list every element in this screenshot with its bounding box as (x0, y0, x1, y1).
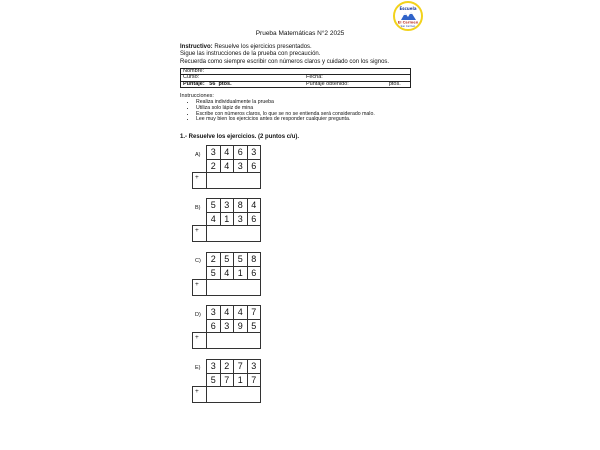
logo-name: El Carmen (397, 20, 419, 25)
digit-cell: 3 (247, 146, 261, 160)
puntaje-label: Puntaje: (183, 80, 205, 87)
logo-motto: San Carmen (400, 25, 416, 28)
digit-cell: 7 (247, 306, 261, 320)
instruccion-item: • Utiliza solo lápiz de mina (196, 106, 436, 112)
exercise-b-label: B) (195, 205, 201, 211)
exercise-e-label: E) (195, 365, 201, 371)
digit-cell: 1 (234, 373, 248, 387)
exercise-b-table (192, 198, 261, 242)
fecha-field: Fecha: (306, 74, 323, 81)
instructivo-label: Instructivo: (180, 44, 213, 50)
exercise-a-label: A) (195, 152, 201, 158)
page-title: Prueba Matemáticas N°2 2025 (255, 30, 345, 37)
curso-field: Curso: (183, 74, 200, 81)
digit-cell: 4 (234, 306, 248, 320)
exercise-d-label: D) (195, 312, 201, 318)
digit-cell: 7 (247, 373, 261, 387)
digit-cell: 3 (234, 212, 248, 226)
instruccion-item: • Lee muy bien los ejercicios antes de responder cualquier pregunta. (196, 117, 436, 123)
digit-cell: 3 (247, 360, 261, 374)
digit-cell: 4 (207, 212, 221, 226)
digit-cell: 6 (234, 146, 248, 160)
nombre-field[interactable]: Nombre: (181, 69, 411, 75)
plus-sign: + (193, 226, 207, 242)
answer-cell[interactable] (207, 173, 261, 189)
plus-sign: + (193, 333, 207, 349)
puntaje-obtenido: Puntaje obtenido: ptos. (306, 80, 401, 87)
digit-cell: 6 (247, 266, 261, 280)
digit-cell: 5 (207, 199, 221, 213)
digit-cell: 2 (207, 253, 221, 267)
digit-cell: 5 (247, 319, 261, 333)
digit-cell: 1 (220, 212, 234, 226)
digit-cell: 9 (234, 319, 248, 333)
exercise-c-table (192, 252, 261, 296)
instruccion-item: • Realiza individualmente la prueba (196, 100, 436, 106)
answer-cell[interactable] (207, 387, 261, 403)
digit-cell: 8 (247, 253, 261, 267)
exercise-e-table (192, 359, 261, 403)
puntaje-value: 56 (209, 80, 216, 87)
puntaje-unit: ptos. (218, 80, 232, 87)
answer-cell[interactable] (207, 226, 261, 242)
section-1-title: 1.- Resuelve los ejercicios. (2 puntos c/u). (180, 134, 300, 140)
exercise-a-table (192, 145, 261, 189)
exercise-c-label: C) (195, 258, 201, 264)
digit-cell: 4 (220, 266, 234, 280)
instruccion-item: • Escribe con números claros, lo que se no se entienda será considerado malo. (196, 112, 436, 118)
plus-sign: + (193, 387, 207, 403)
digit-cell: 4 (247, 199, 261, 213)
digit-cell: 4 (220, 306, 234, 320)
digit-cell: 3 (207, 306, 221, 320)
logo-top-text: Escuela (399, 6, 417, 11)
digit-cell: 5 (220, 253, 234, 267)
digit-cell: 5 (207, 373, 221, 387)
digit-cell: 6 (247, 159, 261, 173)
digit-cell: 7 (220, 373, 234, 387)
digit-cell: 2 (207, 159, 221, 173)
digit-cell: 3 (220, 319, 234, 333)
digit-cell: 2 (220, 360, 234, 374)
instructivo-line-1: Instructivo: Resuelve los ejercicios presentados. (180, 44, 312, 50)
instrucciones-label: Instrucciones: (180, 93, 214, 99)
instructivo-line-2: Sigue las instrucciones de la prueba con precaución. (180, 51, 321, 58)
instructivo-block (180, 44, 440, 66)
digit-cell: 3 (207, 146, 221, 160)
digit-cell: 3 (207, 360, 221, 374)
digit-cell: 8 (234, 199, 248, 213)
digit-cell: 7 (234, 360, 248, 374)
digit-cell: 3 (234, 159, 248, 173)
school-logo (393, 1, 423, 31)
answer-cell[interactable] (207, 280, 261, 296)
answer-cell[interactable] (207, 333, 261, 349)
exercise-d-table (192, 305, 261, 349)
plus-sign: + (193, 280, 207, 296)
instructivo-line-3: Recuerda como siempre escribir con números claros y cuidado con los signos. (180, 58, 390, 65)
student-info-table (180, 68, 411, 88)
digit-cell: 6 (247, 212, 261, 226)
digit-cell: 6 (207, 319, 221, 333)
digit-cell: 5 (207, 266, 221, 280)
instrucciones-list (188, 100, 436, 123)
plus-sign: + (193, 173, 207, 189)
digit-cell: 3 (220, 199, 234, 213)
digit-cell: 4 (220, 159, 234, 173)
digit-cell: 5 (234, 253, 248, 267)
digit-cell: 1 (234, 266, 248, 280)
digit-cell: 4 (220, 146, 234, 160)
puntaje-row[interactable] (181, 81, 411, 87)
